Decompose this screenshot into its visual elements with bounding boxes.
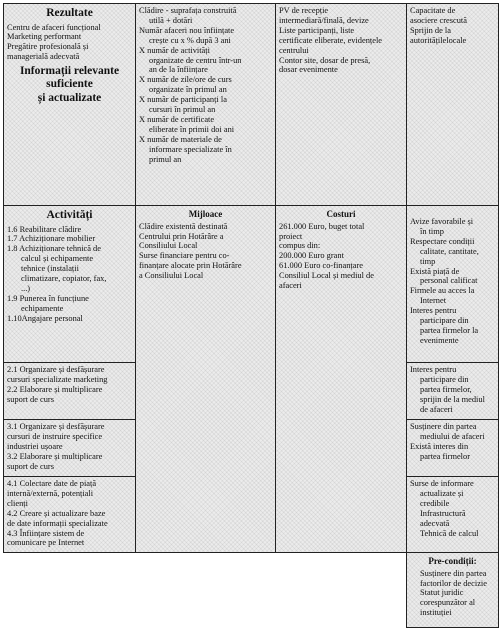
- sursa-line: Contor site, dosar de presă,: [279, 55, 371, 65]
- preconditii-title: Pre-condiții:: [428, 556, 477, 566]
- activitate-line: 1.10Angajare personal: [7, 313, 83, 323]
- rezultate-item: managerială adecvată: [7, 52, 80, 62]
- ipoteza-line: sprijin de la mediul: [420, 394, 485, 404]
- mijloace-line: Centrului prin Hotărâre a: [139, 231, 224, 241]
- rezultate-item: Centru de afaceri funcțional: [7, 22, 101, 32]
- mijloace-line: finanțare alocate prin Hotărâre: [139, 261, 242, 271]
- info-title-line-1: Informații relevante: [19, 65, 120, 78]
- sursa-line: centrului: [279, 45, 309, 55]
- indicator-line: organizate de centru într-un: [149, 55, 242, 65]
- activitate-line: de date informații specializate: [7, 518, 108, 528]
- activitate-line: ...): [21, 284, 31, 293]
- sursa-line: Liste participanți, liste: [279, 25, 355, 35]
- activitate-line: suport de curs: [7, 461, 54, 471]
- sursa-line: certificate eliberate, evidențele: [279, 35, 382, 45]
- indicator-line: Clădire - suprafața construită: [139, 6, 237, 15]
- ipoteza-line: partea firmelor la: [420, 325, 479, 335]
- activitate-line: cursuri specializate marketing: [7, 374, 108, 384]
- sursa-line: dosar evenimente: [279, 65, 338, 75]
- activitate-line: tehnice (instalații: [21, 264, 79, 274]
- ipoteza-line: actualizate și: [420, 488, 464, 498]
- mijloace-line: Consiliului Local: [139, 241, 198, 251]
- mijloace-line: Clădire existentă destinată: [139, 221, 228, 231]
- costuri-title: Costuri: [326, 209, 356, 219]
- costuri-line: 61.000 Euro co-finanțare: [279, 261, 363, 271]
- activitate-line: internă/externă, potențiali: [7, 488, 94, 498]
- ipoteza-line: Există interes din: [410, 441, 469, 451]
- ipoteze-activitati-1-cell: [406, 205, 499, 363]
- activitate-line: 2.1 Organizare și desfășurare: [7, 365, 105, 374]
- costuri-line: afaceri: [279, 281, 302, 291]
- sursa-line: intermediară/finală, devize: [279, 15, 369, 25]
- info-title-line-2: suficiente: [46, 78, 93, 91]
- indicator-line: organizate în primul an: [149, 85, 227, 95]
- indicator-line: cursuri în primul an: [149, 105, 216, 115]
- indicator-line: X număr de activități: [139, 45, 210, 55]
- indicator-line: an de la înființare: [149, 65, 208, 75]
- mijloace-line: a Consiliului Local: [139, 271, 204, 281]
- activitate-line: cursuri de instruire specifice: [7, 431, 103, 441]
- ipoteza-line: credibile: [420, 498, 450, 508]
- ipoteza-line: Sprijin de la: [410, 25, 451, 35]
- activitate-line: 4.2 Creare și actualizare baze: [7, 508, 106, 518]
- ipoteza-line: Susținere din partea: [410, 422, 477, 431]
- ipoteza-line: asociere crescută: [410, 15, 467, 25]
- ipoteza-line: Tehnică de calcul: [420, 528, 479, 538]
- rezultate-item: Pregătire profesională și: [7, 42, 89, 52]
- indicator-line: informare specializate în: [149, 144, 232, 154]
- ipoteza-line: timp: [420, 256, 436, 266]
- ipoteza-line: Capacitate de: [410, 6, 456, 15]
- preconditie-line: Statut juridic: [420, 588, 464, 598]
- activitati-4-cell: [3, 476, 136, 553]
- indicator-line: Număr afaceri nou înființate: [139, 25, 235, 35]
- preconditii-cell: [406, 552, 499, 628]
- activitate-line: 3.2 Elaborare și multiplicare: [7, 451, 103, 461]
- indicator-line: X număr de certificate: [139, 114, 215, 124]
- ipoteze-activitati-2-cell: [406, 362, 499, 420]
- activitate-line: 3.1 Organizare și desfășurare: [7, 422, 105, 431]
- activitate-line: 4.3 Înființare sistem de: [7, 528, 85, 538]
- costuri-line: 261.000 Euro, buget total: [279, 221, 365, 231]
- ipoteza-line: autoritățilelocale: [410, 35, 467, 45]
- activitate-line: calcul și echipamente: [21, 254, 94, 264]
- ipoteza-line: Internet: [420, 296, 447, 306]
- ipoteze-activitati-4-cell: [406, 476, 499, 553]
- ipoteze-activitati-3-cell: [406, 419, 499, 477]
- ipoteza-line: Avize favorabile și: [410, 217, 474, 226]
- ipoteza-line: Respectare condiții: [410, 236, 475, 246]
- ipoteza-line: calitate, cantitate,: [420, 246, 479, 256]
- indicatori-cell: [135, 3, 276, 206]
- costuri-cell: [275, 205, 407, 553]
- ipoteza-line: Interes pentru: [410, 365, 457, 374]
- costuri-line: compus din:: [279, 241, 321, 251]
- costuri-line: Consiliul Local și mediul de: [279, 271, 374, 281]
- mijloace-title: Mijloace: [188, 209, 223, 219]
- indicator-line: X număr de zile/ore de curs: [139, 75, 232, 85]
- ipoteza-line: de afaceri: [420, 404, 453, 414]
- activitati-cell: [3, 205, 136, 363]
- surse-verificare-cell: [275, 3, 407, 206]
- mijloace-line: Surse financiare pentru co-: [139, 251, 230, 261]
- activitati-title: Activități: [46, 209, 93, 221]
- activitati-3-cell: [3, 419, 136, 477]
- ipoteza-line: partea firmelor: [420, 451, 470, 461]
- ipoteza-line: Surse de informare: [410, 479, 474, 488]
- rezultate-title: Rezultate: [46, 7, 93, 19]
- ipoteza-line: în timp: [420, 226, 444, 236]
- costuri-line: proiect: [279, 231, 303, 241]
- activitate-line: comunicare pe Internet: [7, 538, 85, 548]
- ipoteza-line: personal calificat: [420, 276, 478, 286]
- preconditie-line: instituției: [420, 608, 452, 618]
- ipoteza-line: Infrastructură: [420, 508, 466, 518]
- indicator-line: eliberate în primii doi ani: [149, 124, 235, 134]
- ipoteza-line: partea firmelor,: [420, 384, 472, 394]
- mijloace-cell: [135, 205, 276, 553]
- activitati-2-cell: [3, 362, 136, 420]
- preconditie-line: corespunzător al: [420, 598, 476, 608]
- ipoteza-line: Firmele au acces la: [410, 286, 475, 296]
- rezultate-cell: [3, 3, 136, 206]
- activitate-line: echipamente: [21, 303, 64, 313]
- ipoteza-line: participare din: [420, 316, 469, 326]
- activitate-line: 1.9 Punerea în funcțiune: [7, 293, 89, 303]
- activitate-line: clienți: [7, 498, 28, 508]
- ipoteza-line: adecvată: [420, 518, 450, 528]
- activitate-line: 2.2 Elaborare și multiplicare: [7, 384, 103, 394]
- activitate-line: suport de curs: [7, 394, 54, 404]
- preconditie-line: factorilor de decizie: [420, 578, 487, 588]
- preconditie-line: Susținere din partea: [420, 568, 487, 578]
- indicator-line: X număr de participanți la: [139, 95, 227, 105]
- activitate-line: 1.6 Reabilitare clădire: [7, 224, 82, 234]
- rezultate-item: Marketing performant: [7, 32, 82, 42]
- info-title-line-3: și actualizate: [37, 91, 102, 104]
- costuri-line: 200.000 Euro grant: [279, 251, 344, 261]
- activitate-line: 1.7 Achiziționare mobilier: [7, 234, 96, 244]
- activitate-line: industriei ușoare: [7, 441, 63, 451]
- sursa-line: PV de recepție: [279, 6, 329, 15]
- activitate-line: 1.8 Achiziționare tehnică de: [7, 244, 101, 254]
- ipoteza-line: mediului de afaceri: [420, 431, 485, 441]
- indicator-line: X număr de materiale de: [139, 134, 222, 144]
- ipoteza-line: evenimente: [420, 335, 459, 345]
- ipoteze-rezultate-cell: [406, 3, 499, 206]
- indicator-line: primul an: [149, 154, 182, 164]
- ipoteza-line: Interes pentru: [410, 306, 457, 316]
- indicator-line: crește cu x % după 3 ani: [149, 35, 231, 45]
- ipoteza-line: participare din: [420, 374, 469, 384]
- indicator-line: utilă + dotări: [149, 15, 193, 25]
- activitate-line: 4.1 Colectare date de piață: [7, 479, 97, 488]
- activitate-line: climatizare, copiator, fax,: [21, 274, 107, 284]
- ipoteza-line: Există piață de: [410, 266, 460, 276]
